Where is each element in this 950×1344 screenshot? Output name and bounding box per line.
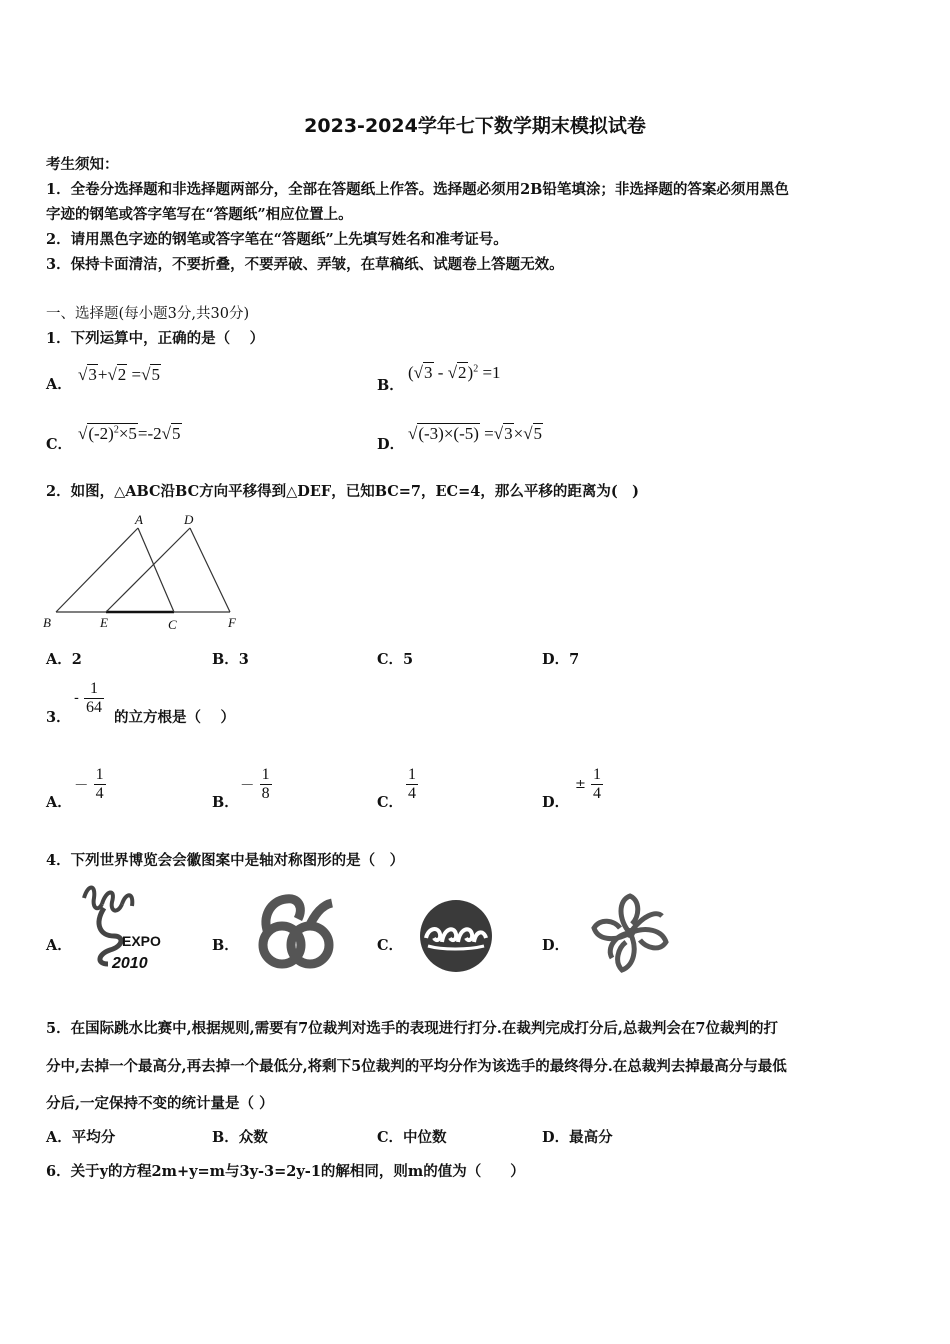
exponent: 2: [473, 363, 479, 375]
q5-option-c: C．中位数: [377, 1129, 447, 1146]
q5-option-b: B．众数: [212, 1129, 268, 1146]
op: =-2: [137, 424, 162, 443]
q1-option-d-label: D．: [377, 436, 405, 453]
op: ×: [513, 424, 524, 443]
q5-option-a: A．平均分: [46, 1129, 116, 1146]
flower-center: [625, 928, 635, 938]
point-c: C: [168, 617, 177, 632]
q1-stem: 1．下列运算中，正确的是（ ）: [46, 330, 265, 347]
expo-year: 2010: [112, 955, 148, 972]
radicand: 5: [533, 424, 543, 443]
notice-heading: 考生须知：: [46, 156, 119, 173]
radicand: (-3)×(-5): [418, 424, 479, 443]
logo-stroke: [122, 895, 132, 906]
fraction: [591, 766, 603, 803]
denominator: 4: [95, 785, 104, 802]
q1-option-c-expr: $√(-2)^2\times 5=-2√5$: [78, 424, 181, 443]
q2-option-a: A．2: [46, 651, 82, 668]
q2-option-b: B．3: [212, 651, 249, 668]
radicand: 2: [117, 365, 127, 384]
op: =1: [482, 363, 501, 382]
notice-line-3: 3．保持卡面清洁，不要折叠，不要弄破、弄皱，在草稿纸、试题卷上答题无效。: [46, 256, 564, 273]
factor: ×5: [118, 424, 137, 443]
q5-line-1: 5．在国际跳水比赛中,根据规则,需要有7位裁判对选手的表现进行打分.在裁判完成打分后,总裁判会在7位裁判的打: [46, 1020, 778, 1037]
q5-option-d: D．最高分: [542, 1129, 613, 1146]
q3-option-c-label: C．: [377, 794, 404, 811]
q3-number: 3．: [46, 709, 71, 726]
radicand: 3: [88, 365, 97, 384]
q3-value: [74, 680, 104, 717]
q2-option-d: D．7: [542, 651, 580, 668]
q3-fraction: [84, 680, 104, 717]
op: -: [437, 363, 444, 382]
q3-option-d-value: [575, 766, 603, 803]
notice-line-1b: 字迹的钢笔或答字笔写在“答题纸”相应位置上。: [46, 206, 353, 223]
denominator: 64: [86, 699, 102, 716]
notice-line-2: 2．请用黑色字迹的钢笔或答字笔在“答题纸”上先填写姓名和准考证号。: [46, 231, 508, 248]
radicand: 5: [172, 424, 181, 443]
sign: －: [74, 778, 89, 794]
q4-stem: 4．下列世界博览会会徽图案中是轴对称图形的是（ ）: [46, 852, 405, 869]
point-f: F: [228, 615, 236, 630]
side-ab: [56, 528, 138, 612]
logo-c: [418, 898, 494, 974]
page-title: 2023-2024学年七下数学期末模拟试卷: [304, 115, 646, 137]
q3-option-b-value: [240, 766, 272, 803]
q3-option-d-label: D．: [542, 794, 570, 811]
q3-sign: -: [74, 690, 79, 707]
denominator: 8: [261, 785, 270, 802]
fraction: [94, 766, 106, 803]
radicand: 5: [151, 365, 160, 384]
point-d: D: [184, 512, 194, 527]
radicand: [87, 423, 138, 443]
base: (-2): [88, 424, 114, 443]
paren: (: [408, 363, 414, 382]
sign: ±: [575, 777, 586, 792]
op: +: [97, 365, 108, 384]
q6-stem: 6．关于y的方程2m+y=m与3y-3=2y-1的解相同，则m的值为（ ）: [46, 1163, 525, 1180]
q5-line-2: 分中,去掉一个最高分,再去掉一个最低分,将剩下5位裁判的平均分作为该选手的最终得分.在总裁判去掉最高分与最低: [46, 1058, 787, 1075]
logo-stroke: [102, 892, 122, 910]
q3-option-b-label: B．: [212, 794, 239, 811]
q2-option-c: C．5: [377, 651, 414, 668]
side-de: [106, 528, 190, 612]
notice-line-1a: 1．全卷分选择题和非选择题两部分，全部在答题纸上作答。选择题必须用2B铅笔填涂；非选择题的答案必须用黑色: [46, 181, 789, 198]
q4-option-c-label: C．: [377, 937, 404, 954]
side-df: [190, 528, 230, 612]
q1-option-d-expr: √(-3)×(-5) =√3×√5: [408, 424, 543, 443]
point-a: A: [135, 512, 143, 527]
q1-option-b-expr: (√3 - √2)$^2$ =1: [408, 363, 501, 382]
denominator: 4: [593, 785, 601, 802]
radicand: 3: [504, 424, 513, 443]
fraction: [260, 766, 272, 803]
q5-line-3: 分后,一定保持不变的统计量是（ ）: [46, 1095, 274, 1112]
q4-option-d-label: D．: [542, 937, 570, 954]
section-heading: 一、选择题(每小题3分,共30分): [46, 306, 250, 322]
numerator: 1: [95, 766, 104, 783]
q2-stem: 2．如图，△ABC沿BC方向平移得到△DEF，已知BC=7，EC=4，那么平移的距离为( ): [46, 483, 640, 500]
numerator: 1: [408, 766, 416, 783]
q4-option-a-label: A．: [46, 937, 72, 954]
q1-option-b-label: B．: [377, 377, 404, 394]
numerator: 1: [593, 766, 601, 783]
side-ac: [138, 528, 174, 612]
numerator: 1: [84, 680, 104, 699]
q1-option-a-expr: √3+√2 =√5: [78, 365, 160, 384]
denominator: 4: [408, 785, 416, 802]
q4-option-b-label: B．: [212, 937, 239, 954]
exponent: 2: [113, 424, 119, 436]
paren: ): [467, 363, 474, 382]
op: =: [131, 365, 142, 384]
expo-2010-logo: [76, 878, 170, 973]
sign: －: [240, 778, 255, 794]
op: =: [484, 424, 494, 443]
q1-option-c-label: C．: [46, 436, 73, 453]
logo-d: [588, 890, 672, 976]
radicand: 3: [424, 363, 433, 382]
q3-option-a-value: [74, 766, 106, 803]
point-b: B: [43, 615, 51, 630]
point-e: E: [100, 615, 108, 630]
numerator: 1: [261, 766, 270, 783]
q3-option-c-value: [406, 766, 418, 803]
radicand: 2: [458, 363, 467, 382]
logo-b: [258, 893, 338, 975]
expo-text: EXPO: [122, 933, 161, 949]
logo-stroke: [84, 888, 102, 909]
q1-option-a-label: A．: [46, 376, 72, 393]
fraction: [406, 766, 418, 803]
translation-figure: [40, 510, 250, 635]
q3-stem-tail: 的立方根是（ ）: [114, 709, 236, 726]
q3-option-a-label: A．: [46, 794, 72, 811]
